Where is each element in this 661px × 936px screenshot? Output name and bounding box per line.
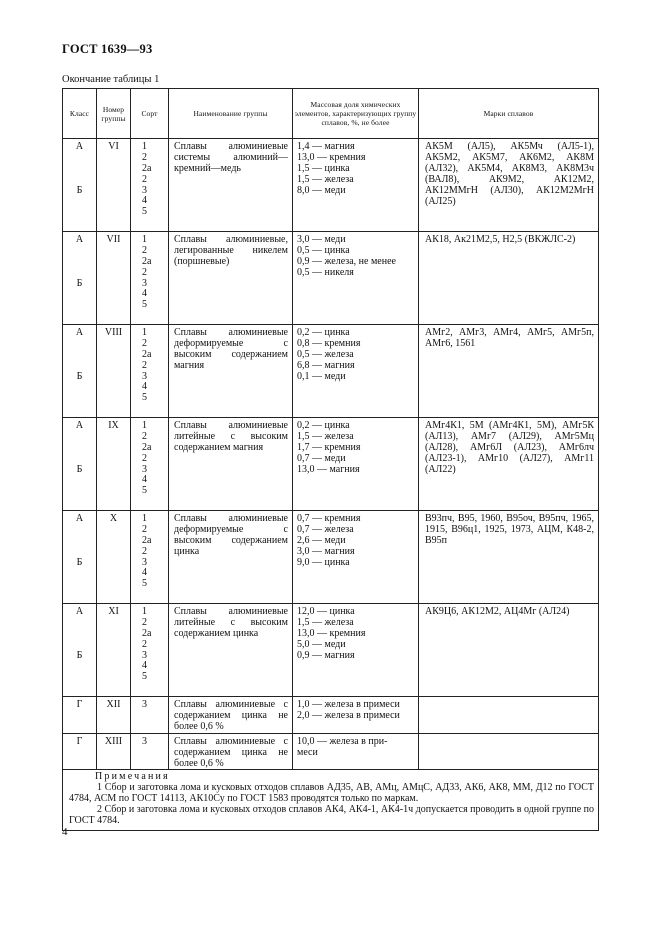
mass-fraction-item: 2,0 — железа в примеси (297, 709, 400, 721)
sort-value: 4 (142, 195, 147, 207)
class-a-label: А (75, 141, 84, 152)
group-name: Сплавы алюминиевые литейные с высоким содержанием магния (174, 420, 288, 453)
sort-value: 2 (142, 616, 147, 628)
sort-value: 4 (142, 381, 147, 393)
group-number-cell (97, 733, 131, 770)
mass-fraction-item: 8,0 — меди (297, 184, 346, 196)
group-number-cell (97, 418, 131, 511)
group-number: VIII (104, 327, 123, 338)
group-name-cell (169, 733, 293, 770)
mass-fraction-item: 0,8 — кремния (297, 337, 361, 349)
mass-fraction-item: 1,5 — железа (297, 616, 354, 628)
notes-cell (63, 770, 599, 831)
sort-value: 3 (142, 463, 147, 475)
class-cell (63, 418, 97, 511)
sort-value: 4 (142, 474, 147, 486)
mass-fraction-item: 12,0 — цинка (297, 606, 355, 617)
class-cell (63, 232, 97, 325)
sort-value: 1 (142, 234, 147, 245)
class-b-label: Б (76, 278, 83, 289)
group-name: Сплавы алюминиевые системы алюминий—кремний—медь (174, 141, 288, 174)
sort-value: 5 (142, 578, 147, 590)
mass-fraction-item: 13,0 — магния (297, 463, 360, 475)
group-number-cell (97, 511, 131, 604)
alloy-brands: АК5М (АЛ5), АК5Мч (АЛ5-1), АК5М2, АК5М7, АК6М2, АК8М (АЛ32), АК5М4, АК8М3, АК8М3ч (ВАЛ8), АК9М2, АК12М2, АК12ММгН (АЛ30), АК12М2МгН (АЛ25) (425, 141, 594, 207)
mass-fraction-item: 0,9 — магния (297, 649, 355, 661)
sort-value: 2 (142, 266, 147, 278)
table-row (63, 604, 599, 697)
sort-value: 1 (142, 141, 147, 152)
sort-value: 1 (142, 513, 147, 524)
class-cell (63, 139, 97, 232)
mass-fraction-item: 0,5 — цинка (297, 244, 350, 256)
sort-value: 3 (142, 184, 147, 196)
group-name-cell (169, 511, 293, 604)
sort-value: 4 (142, 288, 147, 300)
table-row (63, 232, 599, 325)
table-header-row (63, 89, 599, 139)
alloy-brands-cell (419, 511, 599, 604)
mass-fraction-cell (293, 139, 419, 232)
sort-value: 3 (142, 699, 147, 710)
group-name-cell (169, 418, 293, 511)
mass-fraction-cell (293, 418, 419, 511)
group-number-cell (97, 604, 131, 697)
group-number: XII (106, 699, 121, 710)
sort-value: 2 (142, 244, 147, 256)
alloy-brands: АМг2, АМг3, АМг4, АМг5, АМг5п, АМг6, 1561 (425, 327, 594, 349)
table-row (63, 139, 599, 232)
mass-fraction-item: 1,4 — магния (297, 141, 355, 152)
class-a-label: Г (76, 735, 83, 747)
alloy-brands-cell (419, 697, 599, 734)
class-cell (63, 733, 97, 770)
group-number-cell (97, 232, 131, 325)
sort-value: 2а (142, 534, 152, 546)
mass-fraction-item: 1,5 — железа (297, 173, 354, 185)
sort-cell (131, 325, 169, 418)
class-b-label: Б (76, 464, 83, 475)
mass-fraction-item: 0,5 — железа (297, 348, 354, 360)
mass-fraction-item: 13,0 — кремния (297, 627, 366, 639)
sort-value: 1 (142, 420, 147, 431)
mass-fraction-item: меси (297, 746, 318, 758)
mass-fraction-item: 1,5 — цинка (297, 162, 350, 174)
col-header-sort: Сорт (131, 89, 169, 139)
alloy-brands: АК9Ц6, АК12М2, АЦ4Мг (АЛ24) (425, 606, 570, 617)
mass-fraction-cell (293, 232, 419, 325)
note-2: 2 Сбор и заготовка лома и кусковых отходов сплавов АК4, АК4-1, АК4-1ч допускается проводить в одной группе по ГОСТ 4784. (69, 804, 594, 827)
mass-fraction-item: 1,0 — железа в примеси (297, 699, 400, 710)
class-a-label: А (75, 234, 84, 245)
sort-cell (131, 232, 169, 325)
sort-value: 5 (142, 299, 147, 311)
table-caption: Окончание таблицы 1 (62, 74, 160, 85)
group-number-cell (97, 139, 131, 232)
mass-fraction-item: 0,1 — меди (297, 370, 346, 382)
group-number: VII (106, 234, 121, 245)
sort-value: 2а (142, 627, 152, 639)
sort-value: 2 (142, 545, 147, 557)
class-cell (63, 325, 97, 418)
mass-fraction-item: 9,0 — цинка (297, 556, 350, 568)
alloy-brands-cell (419, 733, 599, 770)
group-name: Сплавы алюминиевые, легированные никелем (поршневые) (174, 234, 288, 267)
table-row (63, 418, 599, 511)
class-a-label: А (75, 606, 84, 617)
notes-title: Примечания (95, 771, 170, 783)
mass-fraction-cell (293, 697, 419, 734)
document-header: ГОСТ 1639—93 (62, 42, 153, 56)
alloy-brands: В93пч, В95, 1960, В95оч, В95пч, 1965, 1915, В96ц1, 1925, 1973, АЦМ, К48-2, В95п (425, 513, 594, 546)
class-b-label: Б (76, 557, 83, 568)
mass-fraction-item: 0,5 — никеля (297, 266, 354, 278)
alloy-brands-cell (419, 139, 599, 232)
sort-cell (131, 511, 169, 604)
sort-cell (131, 418, 169, 511)
class-a-label: А (75, 420, 84, 431)
col-header-alloy-brands: Марки сплавов (419, 89, 599, 139)
mass-fraction-item: 2,6 — меди (297, 534, 346, 546)
mass-fraction-cell (293, 511, 419, 604)
sort-cell (131, 733, 169, 770)
sort-value: 1 (142, 327, 147, 338)
table-body (63, 139, 599, 770)
group-name-cell (169, 232, 293, 325)
group-number-cell (97, 697, 131, 734)
sort-value: 4 (142, 660, 147, 672)
mass-fraction-item: 3,0 — меди (297, 234, 346, 245)
alloy-brands-cell (419, 418, 599, 511)
sort-value: 2 (142, 638, 147, 650)
class-cell (63, 511, 97, 604)
group-name: Сплавы алюминиевые деформируемые с высоким содержанием магния (174, 327, 288, 371)
sort-value: 5 (142, 485, 147, 497)
mass-fraction-item: 5,0 — меди (297, 638, 346, 650)
sort-cell (131, 139, 169, 232)
sort-value: 3 (142, 277, 147, 289)
sort-value: 2а (142, 162, 152, 174)
sort-value: 2 (142, 337, 147, 349)
sort-cell (131, 604, 169, 697)
sort-value: 3 (142, 556, 147, 568)
group-number: VI (108, 141, 119, 152)
class-b-label: Б (76, 185, 83, 196)
alloy-brands: АМг4К1, 5М (АМг4К1, 5М), АМг5К (АЛ13), АМг7 (АЛ29), АМг5Мц (АЛ28), АМг6Л (АЛ23), АМг6лч (АЛ23-1), АМг10 (АЛ27), АМг11 (АЛ22) (425, 420, 594, 475)
alloy-brands-cell (419, 232, 599, 325)
group-name: Сплавы алюминиевые литейные с высоким содержанием цинка (174, 606, 288, 639)
mass-fraction-item: 0,2 — цинка (297, 420, 350, 431)
sort-value: 2 (142, 452, 147, 464)
group-number: IX (108, 420, 119, 431)
table-row (63, 511, 599, 604)
mass-fraction-item: 0,2 — цинка (297, 327, 350, 338)
alloy-brands-cell (419, 325, 599, 418)
group-name: Сплавы алюминиевые с содержанием цинка не более 0,6 % (174, 699, 288, 732)
group-number: XIII (104, 735, 123, 747)
class-b-label: Б (76, 371, 83, 382)
page-number: 4 (62, 826, 68, 838)
col-header-class: Класс (63, 89, 97, 139)
sort-value: 2а (142, 441, 152, 453)
group-name: Сплавы алюминиевые с содержанием цинка не более 0,6 % (174, 735, 288, 769)
group-number-cell (97, 325, 131, 418)
class-b-label: Б (76, 650, 83, 661)
sort-value: 3 (142, 370, 147, 382)
mass-fraction-item: 0,7 — железа (297, 523, 354, 535)
sort-value: 2 (142, 359, 147, 371)
mass-fraction-item: 6,8 — магния (297, 359, 355, 371)
alloy-brands: АК18, Ак21М2,5, Н2,5 (ВКЖЛС-2) (425, 234, 576, 245)
mass-fraction-item: 0,7 — меди (297, 452, 346, 464)
mass-fraction-item: 3,0 — магния (297, 545, 355, 557)
class-cell (63, 697, 97, 734)
group-number: XI (108, 606, 119, 617)
sort-value: 4 (142, 567, 147, 579)
class-a-label: Г (76, 699, 83, 710)
table-row (63, 733, 599, 770)
sort-cell (131, 697, 169, 734)
alloy-brands-cell (419, 604, 599, 697)
class-cell (63, 604, 97, 697)
sort-value: 3 (142, 649, 147, 661)
group-number: X (109, 513, 118, 524)
alloy-groups-table (62, 88, 599, 831)
group-name-cell (169, 139, 293, 232)
mass-fraction-item: 0,7 — кремния (297, 513, 361, 524)
note-1: 1 Сбор и заготовка лома и кусковых отходов сплавов АД35, АВ, АМц, АМцС, АД33, АК6, АК8, ММ, Д12 по ГОСТ 4784, АСМ по ГОСТ 14113, АК10Су по ГОСТ 1583 проводятся только по маркам. (69, 782, 594, 805)
table-row (63, 325, 599, 418)
col-header-mass-fraction: Массовая доля химических элементов, характеризующих группу сплавов, %, не более (293, 89, 419, 139)
sort-value: 2 (142, 523, 147, 535)
sort-value: 2а (142, 255, 152, 267)
col-header-group-number: Номер группы (97, 89, 131, 139)
mass-fraction-cell (293, 604, 419, 697)
mass-fraction-item: 13,0 — кремния (297, 151, 366, 163)
sort-value: 2 (142, 173, 147, 185)
mass-fraction-item: 0,9 — железа, не менее (297, 255, 396, 267)
group-name-cell (169, 697, 293, 734)
notes-row (63, 770, 599, 831)
mass-fraction-item: 1,7 — кремния (297, 441, 361, 453)
class-a-label: А (75, 327, 84, 338)
class-a-label: А (75, 513, 84, 524)
sort-value: 3 (142, 735, 147, 747)
col-header-group-name: Наименование группы (169, 89, 293, 139)
sort-value: 2 (142, 151, 147, 163)
mass-fraction-item: 10,0 — железа в при- (297, 735, 388, 747)
group-name-cell (169, 604, 293, 697)
mass-fraction-cell (293, 733, 419, 770)
sort-value: 5 (142, 392, 147, 404)
sort-value: 5 (142, 671, 147, 683)
sort-value: 1 (142, 606, 147, 617)
group-name-cell (169, 325, 293, 418)
group-name: Сплавы алюминиевые деформируемые с высоким содержанием цинка (174, 513, 288, 557)
sort-value: 2 (142, 430, 147, 442)
mass-fraction-item: 1,5 — железа (297, 430, 354, 442)
sort-value: 5 (142, 206, 147, 218)
sort-value: 2а (142, 348, 152, 360)
table-row (63, 697, 599, 734)
mass-fraction-cell (293, 325, 419, 418)
